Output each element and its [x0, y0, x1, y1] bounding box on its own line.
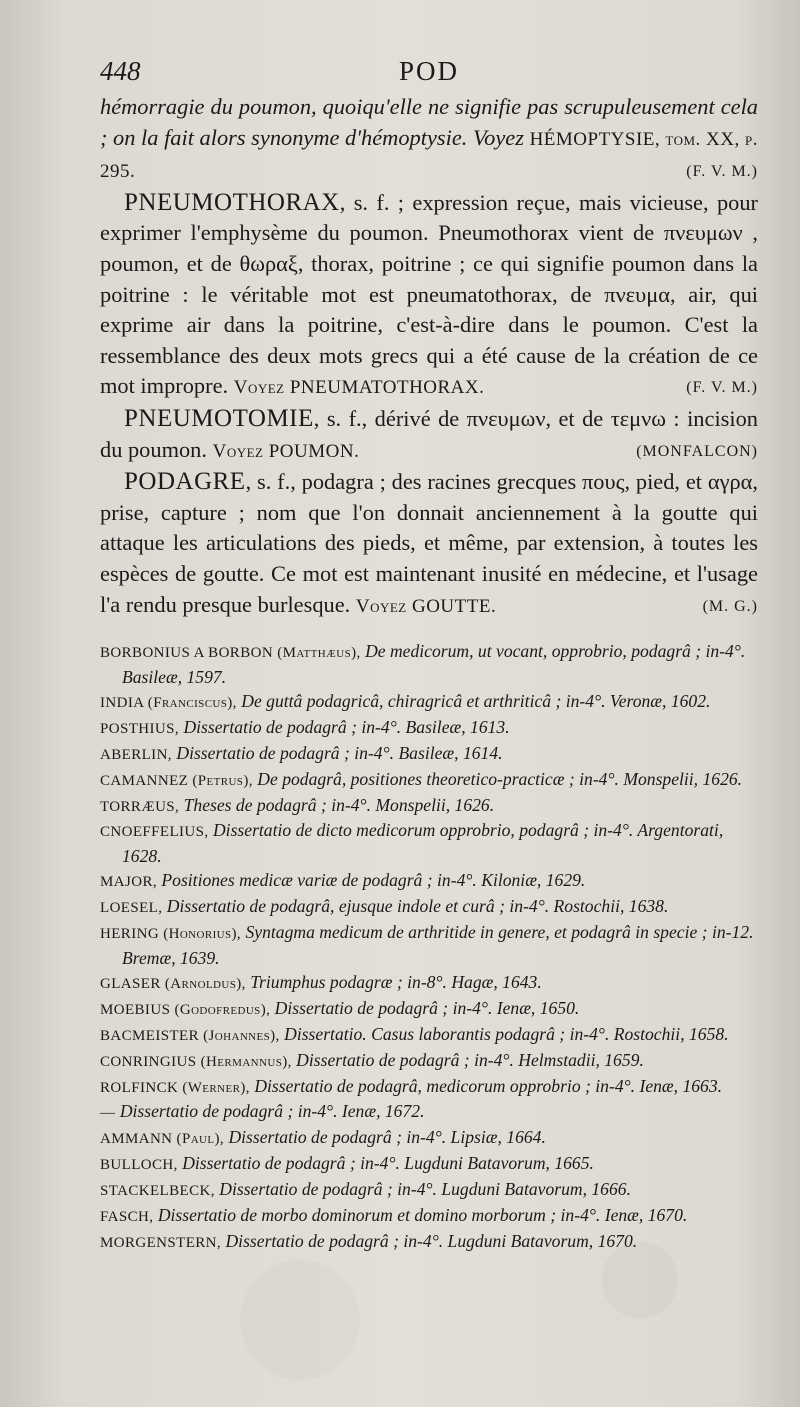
headword: PNEUMOTHORAX: [124, 188, 340, 216]
bib-imprint: in-4°. Lugduni Batavorum, 1665.: [360, 1153, 594, 1174]
bib-imprint: in-4°. Ienæ, 1663.: [595, 1075, 723, 1096]
bibliography-item: [100, 1023, 758, 1049]
bib-author: CONRINGIUS (Hermannus),: [100, 1053, 292, 1070]
bibliography-item: [100, 1100, 758, 1126]
bibliography-item: [100, 1204, 758, 1230]
cross-reference: Voyez GOUTTE.: [355, 595, 497, 617]
bib-author: FASCH,: [100, 1209, 154, 1226]
bib-title: Dissertatio de podagrâ ;: [183, 716, 357, 737]
bibliography-item: [100, 819, 758, 869]
author-signature: (M. G.): [702, 597, 758, 615]
bib-imprint: in-4°. Monspelii, 1626.: [331, 794, 495, 815]
bib-title: Triumphus podagræ ;: [250, 971, 403, 992]
bib-title: Dissertatio de podagrâ, medicorum opprobrio ;: [254, 1075, 591, 1096]
cross-reference: HÉMOPTYSIE, tom. XX, p. 295.: [100, 128, 758, 183]
entry-text: , s. f., podagra ; des racines grecques πους, pied, et αγρα, prise, capture ; nom que l'on donnait anciennement à la goutte qui attaque les articulations des pieds, et même, par extension, à toutes les espèces de goutte. Ce mot est maintenant inusité en médecine, et l'usage l'a rendu presque burlesque.: [100, 469, 758, 617]
bib-imprint: in-4°. Basileæ, 1613.: [361, 716, 510, 737]
bib-title: Dissertatio de podagrâ ;: [176, 742, 350, 763]
bibliography-item: [100, 1049, 758, 1075]
bib-author: ABERLIN,: [100, 746, 172, 763]
bib-imprint: in-4°. Monspelii, 1626.: [579, 768, 743, 789]
bib-imprint: in-4°. Lugduni Batavorum, 1670.: [403, 1230, 638, 1251]
bib-title: Dissertatio. Casus laborantis podagrâ ;: [284, 1023, 566, 1044]
bibliography-item: [100, 716, 758, 742]
bib-imprint: in-4°. Kiloniæ, 1629.: [437, 870, 586, 891]
bib-imprint: in-4°. Rostochii, 1658.: [569, 1023, 729, 1044]
bib-author: POSTHIUS,: [100, 720, 180, 737]
bibliography-item: [100, 640, 758, 690]
bibliography-item: [100, 895, 758, 921]
bib-imprint: in-4°. Ienæ, 1650.: [452, 997, 580, 1018]
entry-text: hémorragie du poumon, quoiqu'elle ne signifie pas scrupuleusement cela ; on la fait alors synonyme d'hémoptysie. Voyez: [100, 94, 758, 150]
bib-author: AMMANN (Paul),: [100, 1131, 225, 1148]
entry-text: , s. f., dérivé de πνευμων, et de τεμνω : incision du poumon.: [100, 405, 758, 462]
bib-author: ROLFINCK (Werner),: [100, 1079, 250, 1096]
bibliography-item: [100, 1152, 758, 1178]
bib-imprint: in-4°. Basileæ, 1614.: [354, 742, 503, 763]
bib-imprint: in-12. Bremæ, 1639.: [122, 922, 754, 968]
bib-author: MAJOR,: [100, 874, 157, 891]
bib-author: TORRÆUS,: [100, 798, 180, 815]
bib-author: BACMEISTER (Johannes),: [100, 1027, 280, 1044]
bib-imprint: in-4°. Ienæ, 1672.: [297, 1101, 425, 1122]
headword: PNEUMOTOMIE: [124, 404, 314, 432]
headword: PODAGRE: [124, 468, 246, 496]
bib-author: MOEBIUS (Godofredus),: [100, 1001, 271, 1018]
bibliography-item: [100, 768, 758, 794]
bibliography-item: [100, 1126, 758, 1152]
author-signature: (F. V. M.): [686, 163, 758, 181]
bib-author: HERING (Honorius),: [100, 926, 242, 943]
bib-title: Dissertatio de podagrâ ;: [228, 1127, 402, 1148]
bibliography-item: [100, 997, 758, 1023]
bib-author: STACKELBECK,: [100, 1183, 215, 1200]
bib-title: Dissertatio de morbo dominorum et domino morborum ;: [157, 1205, 557, 1226]
bibliography-item: [100, 742, 758, 768]
bib-title: Positiones medicæ variæ de podagrâ ;: [161, 870, 433, 891]
bib-imprint: in-4°. Veronæ, 1602.: [565, 690, 711, 711]
bib-imprint: in-4°. Lipsiæ, 1664.: [406, 1127, 546, 1148]
bib-imprint: in-4°. Argentorati, 1628.: [122, 820, 724, 867]
bib-imprint: in-4°. Ienæ, 1670.: [560, 1205, 688, 1226]
bibliography-item: [100, 690, 758, 716]
bib-imprint: in-4°. Rostochii, 1638.: [509, 896, 669, 917]
bib-author: CNOEFFELIUS,: [100, 824, 209, 841]
bib-imprint: in-8°. Hagæ, 1643.: [407, 971, 542, 992]
bib-imprint: in-4°. Basileæ, 1597.: [122, 641, 746, 687]
article-body: [100, 92, 758, 622]
bibliography-item: [100, 1075, 758, 1101]
entry-text: , s. f. ; expression reçue, mais vicieuse, pour exprimer l'emphysème du poumon. Pneumothorax vient de πνευμων , poumon, et de θωραξ, thorax, poitrine ; ce qui signifie poumon dans la poitrine : le véritable mot est pneumatothorax, de πνευμα, air, qui exprime air dans la poitrine, c'est-à-dire dans le poumon. C'est la ressemblance des deux mots grecs qui a été cause de la création de ce mot impropre.: [100, 189, 758, 399]
bib-title: Dissertatio de podagrâ ;: [182, 1153, 356, 1174]
entry-hemoptysie-continuation: [100, 92, 758, 188]
bib-author: MORGENSTERN,: [100, 1234, 222, 1251]
entry-pneumotomie: [100, 404, 758, 467]
bib-title: Dissertatio de dicto medicorum opprobrio, podagrâ ;: [212, 820, 590, 841]
bib-title: De guttâ podagricâ, chiragricâ et arthriticâ ;: [241, 690, 562, 711]
entry-podagre: [100, 467, 758, 622]
page-header: [100, 52, 758, 92]
bib-title: De podagrâ, positiones theoretico-practicæ ;: [257, 768, 575, 789]
bib-title: Dissertatio de podagrâ ;: [119, 1101, 294, 1122]
bib-author: CAMANNEZ (Petrus),: [100, 772, 253, 789]
bib-author: BORBONIUS A BORBON (Matthæus),: [100, 645, 361, 662]
author-signature: (F. V. M.): [686, 379, 758, 397]
bib-author: LOESEL,: [100, 900, 163, 917]
bibliography-item: [100, 971, 758, 997]
bib-title: Syntagma medicum de arthritide in genere, et podagrâ in specie ;: [245, 922, 708, 943]
entry-pneumothorax: [100, 188, 758, 404]
author-signature: (MONFALCON): [636, 442, 758, 460]
bib-title: Dissertatio de podagrâ ;: [274, 997, 449, 1018]
cross-reference: Voyez PNEUMATOTHORAX.: [233, 377, 485, 399]
bibliography-item: [100, 869, 758, 895]
bib-imprint: in-4°. Helmstadii, 1659.: [474, 1049, 644, 1070]
bib-author: BULLOCH,: [100, 1157, 178, 1174]
bib-imprint: in-4°. Lugduni Batavorum, 1666.: [397, 1179, 631, 1200]
bib-title: De medicorum, ut vocant, opprobrio, podagrâ ;: [365, 641, 702, 662]
bib-author: INDIA (Franciscus),: [100, 694, 237, 711]
bib-title: Theses de podagrâ ;: [183, 794, 327, 815]
bibliography-item: [100, 921, 758, 971]
running-head: POD: [398, 56, 459, 86]
bib-title: Dissertatio de podagrâ ;: [296, 1049, 470, 1070]
bib-author: GLASER (Arnoldus),: [100, 975, 246, 992]
bib-author: —: [100, 1105, 116, 1122]
bib-title: Dissertatio de podagrâ ;: [225, 1230, 399, 1251]
page-number: 448: [100, 56, 141, 86]
bibliography-item: [100, 1178, 758, 1204]
bibliography-item: [100, 794, 758, 820]
bibliography-item: [100, 1230, 758, 1256]
bib-title: Dissertatio de podagrâ ;: [219, 1179, 393, 1200]
bibliography: [100, 640, 758, 1256]
cross-reference: Voyez POUMON.: [212, 440, 360, 462]
bib-title: Dissertatio de podagrâ, ejusque indole et curâ ;: [166, 896, 505, 917]
